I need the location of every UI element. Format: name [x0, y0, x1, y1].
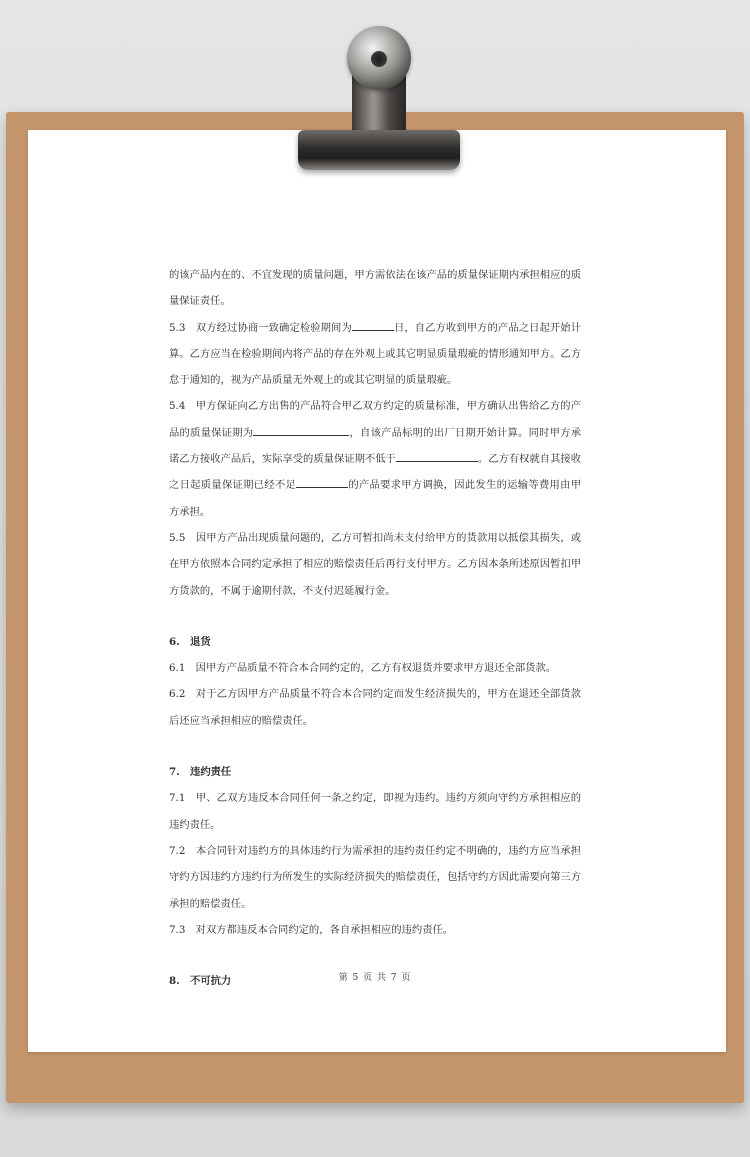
section-heading-7: 7. 违约责任 — [169, 766, 232, 779]
blank-line — [396, 451, 478, 462]
section-heading-8: 8. 不可抗力 — [169, 975, 232, 988]
clip-base — [298, 130, 460, 170]
document-body — [169, 262, 581, 994]
clause-5-5: 5.5 因甲方产品出现质量问题的，乙方可暂扣尚未支付给甲方的货款用以抵偿其损失，或在甲方依照本合同约定承担了相应的赔偿责任后再行支付甲方。乙方因本条所述原因暂扣甲方货款的，不属于逾期付款，不支付迟延履行金。 — [169, 531, 581, 597]
blank-line — [352, 320, 394, 331]
clause-7-2: 7.2 本合同针对违约方的具体违约行为需承担的违约责任约定不明确的，违约方应当承担守约方因违约方违约行为所发生的实际经济损失的赔偿责任，包括守约方因此需要向第三方承担的赔偿责任。 — [169, 844, 581, 910]
clause-6-2: 6.2 对于乙方因甲方产品质量不符合本合同约定而发生经济损失的，甲方在退还全部货款后还应当承担相应的赔偿责任。 — [169, 688, 581, 727]
clause-6-1: 6.1 因甲方产品质量不符合本合同约定的，乙方有权退货并要求甲方退还全部货款。 — [169, 662, 557, 675]
clause-5-3: 5.3 双方经过协商一致确定检验期间为 日，自乙方收到甲方的产品之日起开始计算。乙方应当在检验期间内将产品的存在外观上或其它明显质量瑕疵的情形通知甲方。乙方怠于通知的，视为产品质量无外观上的或其它明显的质量瑕疵。 — [169, 321, 582, 387]
clip-hole — [371, 51, 387, 67]
clause-5-4: 5.4 甲方保证向乙方出售的产品符合甲乙双方约定的质量标准，甲方确认出售给乙方的产品的质量保证期为 ，自该产品标明的出厂日期开始计算。同时甲方承诺乙方接收产品后，实际享受的质量保证期不低于 。乙方有权就自其接收之日起质量保证期已经不足 的产品要求甲方调换，因此发生的运输等费用由甲方承担。 — [169, 400, 582, 518]
clause-7-3: 7.3 对双方都违反本合同约定的，各自承担相应的违约责任。 — [169, 923, 454, 936]
blank-line — [253, 425, 349, 436]
clause-7-1: 7.1 甲、乙双方违反本合同任何一条之约定，即视为违约。违约方须向守约方承担相应的违约责任。 — [169, 792, 581, 831]
section-heading-6: 6. 退货 — [169, 635, 211, 648]
page-number: 第 5 页 共 7 页 — [338, 973, 412, 983]
paragraph-continuation: 的该产品内在的、不宜发现的质量问题，甲方需依法在该产品的质量保证期内承担相应的质量保证责任。 — [169, 269, 581, 308]
blank-line — [296, 477, 348, 488]
